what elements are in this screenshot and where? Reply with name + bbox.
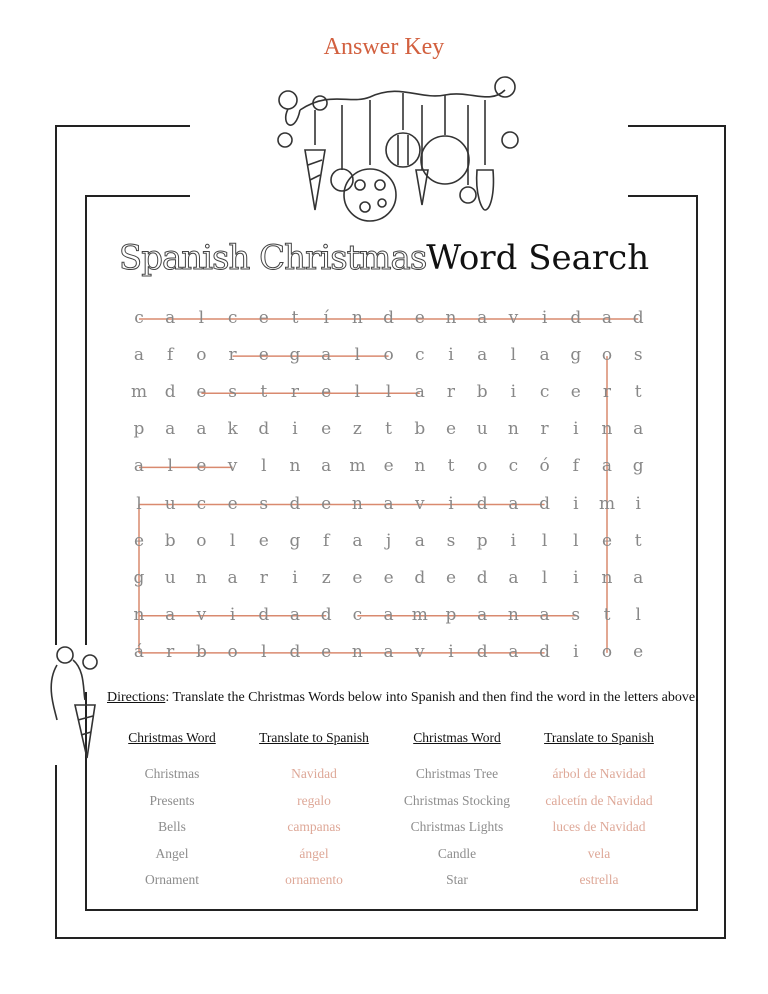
grid-letter: e — [227, 493, 238, 514]
grid-letter: d — [476, 567, 488, 588]
grid-letter: d — [289, 493, 301, 514]
grid-letter: c — [415, 345, 425, 366]
title-outline-part: Spanish Christmas — [118, 238, 427, 278]
grid-letter: p — [133, 419, 145, 440]
grid-letter: o — [383, 345, 394, 366]
grid-letter: a — [165, 604, 176, 625]
grid-letter: a — [383, 493, 394, 514]
frame-line — [85, 195, 190, 197]
grid-letter: l — [354, 382, 361, 403]
grid-letter: a — [414, 530, 425, 551]
grid-letter: o — [477, 456, 488, 477]
grid-letter: t — [385, 419, 393, 440]
grid-letter: i — [573, 567, 579, 588]
grid-letter: a — [383, 604, 394, 625]
grid-letter: f — [323, 530, 330, 551]
grid-letter: c — [227, 308, 238, 328]
grid-letter: n — [351, 308, 363, 328]
frame-line — [696, 195, 698, 911]
grid-letter: l — [541, 567, 548, 588]
grid-letter: d — [539, 641, 551, 662]
grid-letter: e — [133, 530, 145, 551]
grid-letter: e — [196, 382, 207, 403]
grid-letter: d — [164, 382, 176, 403]
grid-letter: t — [447, 456, 455, 477]
word-item: Star — [446, 872, 468, 887]
grid-letter: c — [508, 456, 519, 477]
grid-letter: i — [448, 345, 454, 366]
grid-letter: r — [540, 419, 549, 440]
grid-letter: i — [541, 308, 548, 328]
grid-letter: g — [289, 345, 301, 366]
grid-letter: v — [414, 493, 425, 514]
word-item: Christmas Lights — [410, 819, 504, 834]
answer-item: Navidad — [291, 766, 337, 781]
grid-letter: n — [351, 641, 363, 662]
grid-letter: n — [601, 419, 613, 440]
grid-letter: u — [476, 419, 488, 440]
column-header: Christmas Word — [413, 730, 501, 745]
grid-letter: s — [571, 604, 581, 625]
grid-letter: f — [167, 345, 174, 366]
grid-letter: r — [602, 382, 612, 403]
grid-letter: i — [510, 382, 517, 403]
grid-letter: m — [411, 604, 428, 625]
grid-letter: d — [258, 604, 270, 625]
grid-letter: a — [633, 567, 644, 588]
grid-letter: t — [634, 530, 642, 551]
grid-letter: m — [130, 382, 148, 403]
grid-letter: n — [445, 308, 457, 328]
grid-letter: a — [289, 604, 301, 625]
grid-letter: a — [414, 382, 425, 403]
frame-line — [55, 765, 57, 939]
grid-letter: v — [508, 308, 519, 328]
grid-letter: d — [632, 308, 644, 328]
grid-letter: a — [508, 493, 519, 514]
grid-letter: z — [321, 567, 331, 588]
answer-item: vela — [587, 845, 611, 861]
grid-letter: d — [414, 567, 426, 588]
grid-letter: o — [196, 345, 207, 366]
grid-letter: i — [573, 641, 579, 662]
grid-letter: i — [229, 604, 236, 625]
word-item: Christmas Stocking — [403, 792, 511, 808]
grid-letter: d — [258, 419, 270, 440]
grid-letter: l — [261, 641, 267, 662]
grid-letter: a — [133, 456, 145, 477]
grid-letter: g — [289, 530, 301, 551]
grid-letter: z — [352, 419, 362, 440]
grid-letter: e — [258, 308, 269, 328]
grid-letter: v — [414, 641, 425, 662]
grid-letter: o — [227, 641, 238, 662]
directions-body: : Translate the Christmas Words below into Spanish and then find the word in the letters above. — [165, 690, 699, 705]
grid-letter: s — [446, 530, 456, 551]
title-bold-part: Word Search — [426, 238, 650, 278]
grid-letter: u — [164, 567, 176, 588]
grid-letter: g — [133, 567, 145, 588]
grid-letter: l — [261, 456, 267, 477]
grid-letter: e — [352, 567, 363, 588]
grid-letter: r — [259, 567, 268, 588]
word-item: Angel — [155, 845, 189, 861]
grid-letter: c — [352, 604, 363, 625]
grid-letter: t — [634, 382, 642, 403]
grid-letter: e — [570, 382, 581, 403]
grid-letter: b — [164, 530, 176, 551]
word-item: Christmas Tree — [415, 766, 499, 781]
grid-letter: o — [601, 345, 613, 366]
word-item: Christmas — [144, 766, 200, 781]
grid-letter: i — [448, 641, 454, 662]
grid-letter: b — [414, 419, 426, 440]
grid-letter: a — [165, 308, 176, 328]
grid-letter: e — [258, 345, 269, 366]
grid-letter: a — [508, 567, 519, 588]
grid-letter: l — [573, 530, 579, 551]
grid-letter: a — [633, 419, 644, 440]
grid-letter: e — [633, 641, 644, 662]
grid-letter: n — [133, 604, 145, 625]
grid-letter: e — [383, 456, 394, 477]
answer-item: luces de Navidad — [552, 819, 646, 834]
grid-letter: l — [229, 530, 236, 551]
grid-letter: l — [385, 382, 392, 403]
frame-line — [85, 909, 698, 911]
frame-line — [628, 125, 726, 127]
grid-letter: a — [477, 604, 488, 625]
grid-letter: m — [598, 493, 616, 514]
grid-letter: r — [446, 382, 456, 403]
answer-item: campanas — [287, 819, 341, 834]
word-item: Candle — [437, 845, 477, 861]
grid-letter: í — [323, 308, 329, 328]
grid-letter: g — [570, 345, 582, 366]
grid-letter: c — [539, 382, 550, 403]
grid-letter: p — [445, 604, 457, 625]
grid-letter: a — [321, 456, 332, 477]
grid-letter: a — [383, 641, 394, 662]
grid-letter: e — [258, 530, 269, 551]
column-header: Christmas Word — [128, 730, 216, 745]
grid-letter: i — [448, 493, 454, 514]
grid-letter: d — [539, 493, 551, 514]
grid-letter: l — [510, 345, 517, 366]
frame-line — [55, 125, 57, 645]
answer-item: calcetín de Navidad — [545, 792, 653, 808]
word-item: Bells — [158, 819, 186, 834]
grid-letter: b — [476, 382, 488, 403]
grid-letter: t — [291, 308, 299, 328]
frame-line — [55, 125, 190, 127]
column-header: Translate to Spanish — [544, 730, 654, 745]
grid-letter: u — [164, 493, 176, 514]
grid-letter: b — [195, 641, 207, 662]
directions-text — [107, 690, 699, 706]
grid-letter: n — [507, 419, 519, 440]
answer-item: regalo — [297, 792, 331, 808]
answer-item: ángel — [299, 845, 329, 861]
grid-letter: e — [445, 419, 457, 440]
grid-letter: l — [167, 456, 173, 477]
grid-letter: l — [136, 493, 142, 514]
grid-letter: r — [228, 345, 237, 366]
grid-letter: n — [195, 567, 207, 588]
grid-letter: ó — [539, 456, 550, 477]
answer-key-heading: Answer Key — [323, 34, 445, 60]
grid-letter: a — [601, 456, 613, 477]
grid-letter: v — [196, 604, 207, 625]
grid-letter: a — [196, 419, 207, 440]
grid-letter: l — [354, 345, 361, 366]
grid-letter: d — [476, 641, 488, 662]
grid-letter: c — [196, 493, 207, 514]
grid-letter: k — [227, 419, 238, 440]
grid-letter: a — [539, 345, 550, 366]
grid-letter: a — [601, 308, 613, 328]
grid-letter: e — [601, 530, 613, 551]
grid-letter: e — [414, 308, 425, 328]
grid-letter: i — [573, 493, 579, 514]
grid-letter: d — [320, 604, 332, 625]
grid-letter: l — [541, 530, 548, 551]
grid-letter: i — [510, 530, 517, 551]
grid-letter: p — [476, 530, 488, 551]
frame-line — [55, 937, 726, 939]
grid-letter: i — [573, 419, 579, 440]
grid-letter: f — [572, 456, 579, 477]
grid-letter: n — [351, 493, 363, 514]
word-item: Ornament — [145, 872, 199, 887]
page-title — [0, 236, 768, 279]
grid-letter: r — [290, 382, 300, 403]
grid-letter: e — [383, 567, 394, 588]
grid-letter: d — [289, 641, 301, 662]
grid-letter: i — [292, 567, 298, 588]
grid-letter: á — [133, 641, 145, 662]
grid-letter: s — [259, 493, 269, 514]
grid-letter: a — [539, 604, 550, 625]
grid-letter: t — [260, 382, 268, 403]
grid-letter: d — [570, 308, 582, 328]
answer-item: ornamento — [285, 872, 343, 887]
grid-letter: c — [134, 308, 144, 328]
grid-letter: n — [507, 604, 519, 625]
grid-letter: j — [385, 530, 392, 551]
grid-letter: e — [196, 456, 207, 477]
grid-letter: a — [321, 345, 332, 366]
grid-letter: v — [227, 456, 238, 477]
grid-letter: s — [228, 382, 237, 403]
grid-letter: r — [166, 641, 175, 662]
grid-letter: l — [635, 604, 641, 625]
grid-letter: a — [165, 419, 176, 440]
grid-letter: i — [635, 493, 641, 514]
grid-letter: n — [414, 456, 426, 477]
grid-letter: o — [601, 641, 613, 662]
grid-letter: t — [603, 604, 611, 625]
grid-letter: a — [477, 345, 488, 366]
column-header: Translate to Spanish — [259, 730, 369, 745]
grid-letter: i — [292, 419, 298, 440]
directions-label: Directions — [107, 690, 166, 705]
grid-letter: a — [477, 308, 488, 328]
grid-letter: d — [383, 308, 395, 328]
grid-letter: a — [508, 641, 519, 662]
grid-letter: a — [352, 530, 363, 551]
grid-letter: a — [133, 345, 145, 366]
grid-letter: s — [633, 345, 643, 366]
grid-letter: e — [321, 419, 332, 440]
grid-letter: d — [476, 493, 488, 514]
grid-letter: g — [632, 456, 644, 477]
ornaments-illustration — [270, 75, 520, 235]
answer-item: árbol de Navidad — [552, 766, 646, 781]
frame-line — [628, 195, 698, 197]
grid-letter: e — [321, 493, 332, 514]
word-item: Presents — [149, 792, 195, 808]
grid-letter: e — [445, 567, 457, 588]
spanish-column-2 — [514, 730, 684, 899]
grid-letter: n — [289, 456, 301, 477]
grid-letter: o — [196, 530, 207, 551]
grid-letter: a — [227, 567, 238, 588]
grid-letter: l — [198, 308, 205, 328]
grid-letter: m — [349, 456, 366, 477]
grid-letter: e — [321, 641, 332, 662]
answer-item: estrella — [579, 872, 619, 887]
grid-letter: e — [321, 382, 332, 403]
grid-letter: n — [601, 567, 613, 588]
